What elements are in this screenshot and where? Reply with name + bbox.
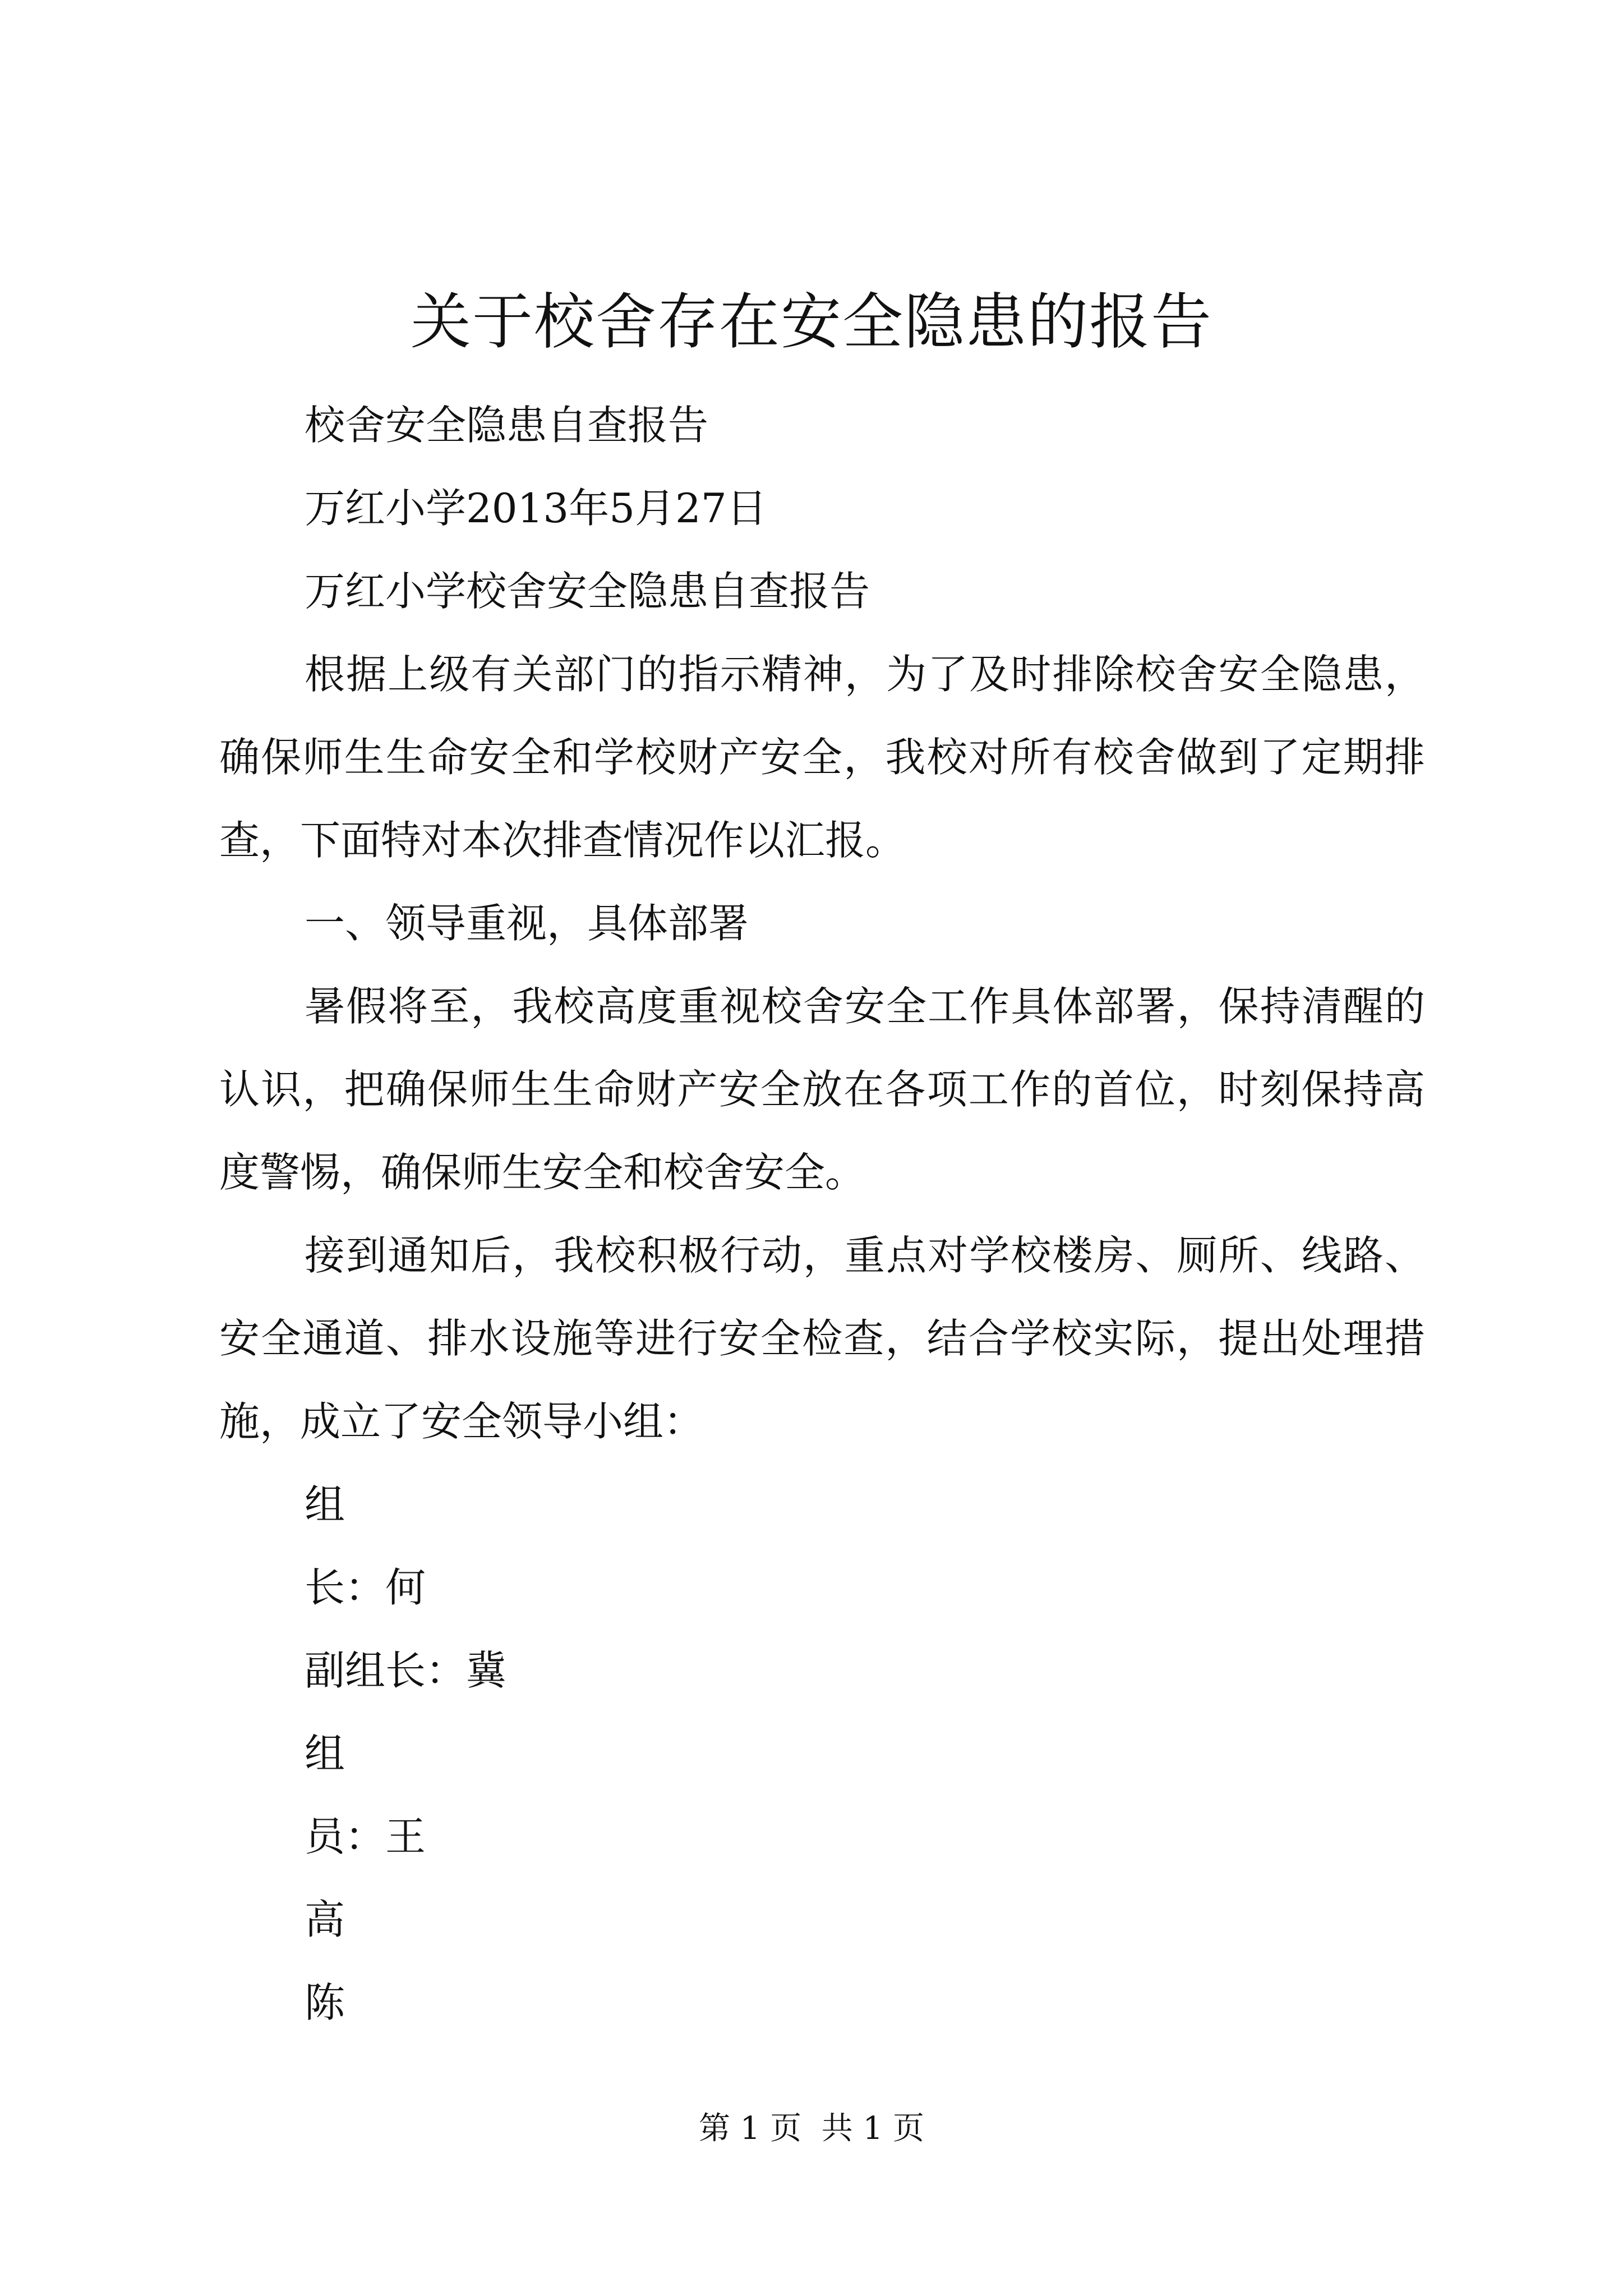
paragraph-intro: 根据上级有关部门的指示精神，为了及时排除校舍安全隐患，确保师生生命安全和学校财产安全，我校对所有校舍做到了定期排查，下面特对本次排查情况作以汇报。: [219, 651, 1425, 864]
list-item: 组: [305, 1481, 345, 1528]
list-item: 陈: [305, 1979, 345, 2026]
list-item: 长：何: [305, 1564, 426, 1611]
page-footer: 第 1 页 共 1 页: [698, 2110, 925, 2147]
paragraph-summer: 暑假将至，我校高度重视校舍安全工作具体部署，保持清醒的认识，把确保师生生命财产安全放在各项工作的首位，时刻保持高度警惕，确保师生安全和校舍安全。: [219, 983, 1425, 1196]
list-item: 组: [305, 1730, 345, 1777]
paragraph-school-date: 万红小学2013年5月27日: [305, 485, 767, 532]
paragraph-subtitle: 校舍安全隐患自查报告: [305, 402, 709, 449]
paragraph-report-heading: 万红小学校舍安全隐患自查报告: [305, 568, 870, 615]
section-heading-1: 一、领导重视，具体部署: [305, 900, 749, 947]
list-item: 员：王: [305, 1813, 426, 1860]
paragraph-inspection: 接到通知后，我校积极行动，重点对学校楼房、厕所、线路、安全通道、排水设施等进行安全检查，结合学校实际，提出处理措施，成立了安全领导小组：: [219, 1232, 1425, 1445]
document-title: 关于校舍存在安全隐患的报告: [410, 287, 1212, 357]
list-item: 高: [305, 1896, 345, 1943]
list-item: 副组长：冀: [305, 1647, 507, 1694]
document-body: [219, 384, 1425, 2044]
